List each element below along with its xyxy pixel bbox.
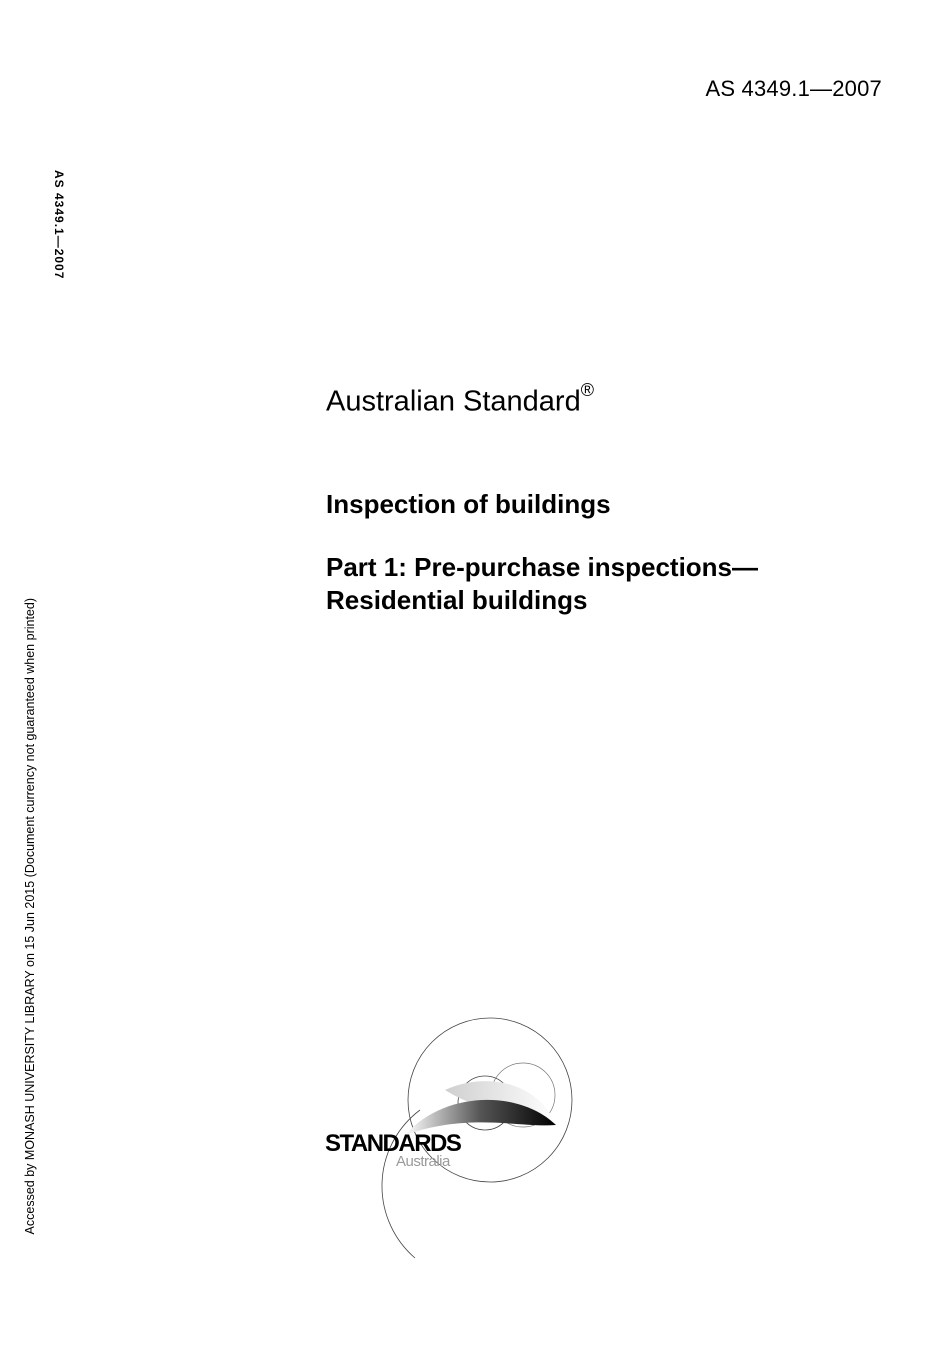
subtitle-line-1: Part 1: Pre-purchase inspections— [326,552,759,582]
registered-mark: ® [580,380,594,400]
series-label: Australian Standard [326,385,581,418]
document-number: AS 4349.1—2007 [705,76,882,101]
logo-wordmark: STANDARDS [325,1130,461,1157]
subtitle-line-2: Residential buildings [326,585,588,615]
spine-document-code: AS 4349.1—2007 [52,170,66,280]
standard-series [326,380,594,419]
document-subtitle [326,551,886,617]
document-title: Inspection of buildings [326,489,611,519]
logo-subtext: Australia [396,1153,450,1170]
access-notice: Accessed by MONASH UNIVERSITY LIBRARY on 15 Jun 2015 (Document currency not guaranteed when printed) [23,598,37,1235]
